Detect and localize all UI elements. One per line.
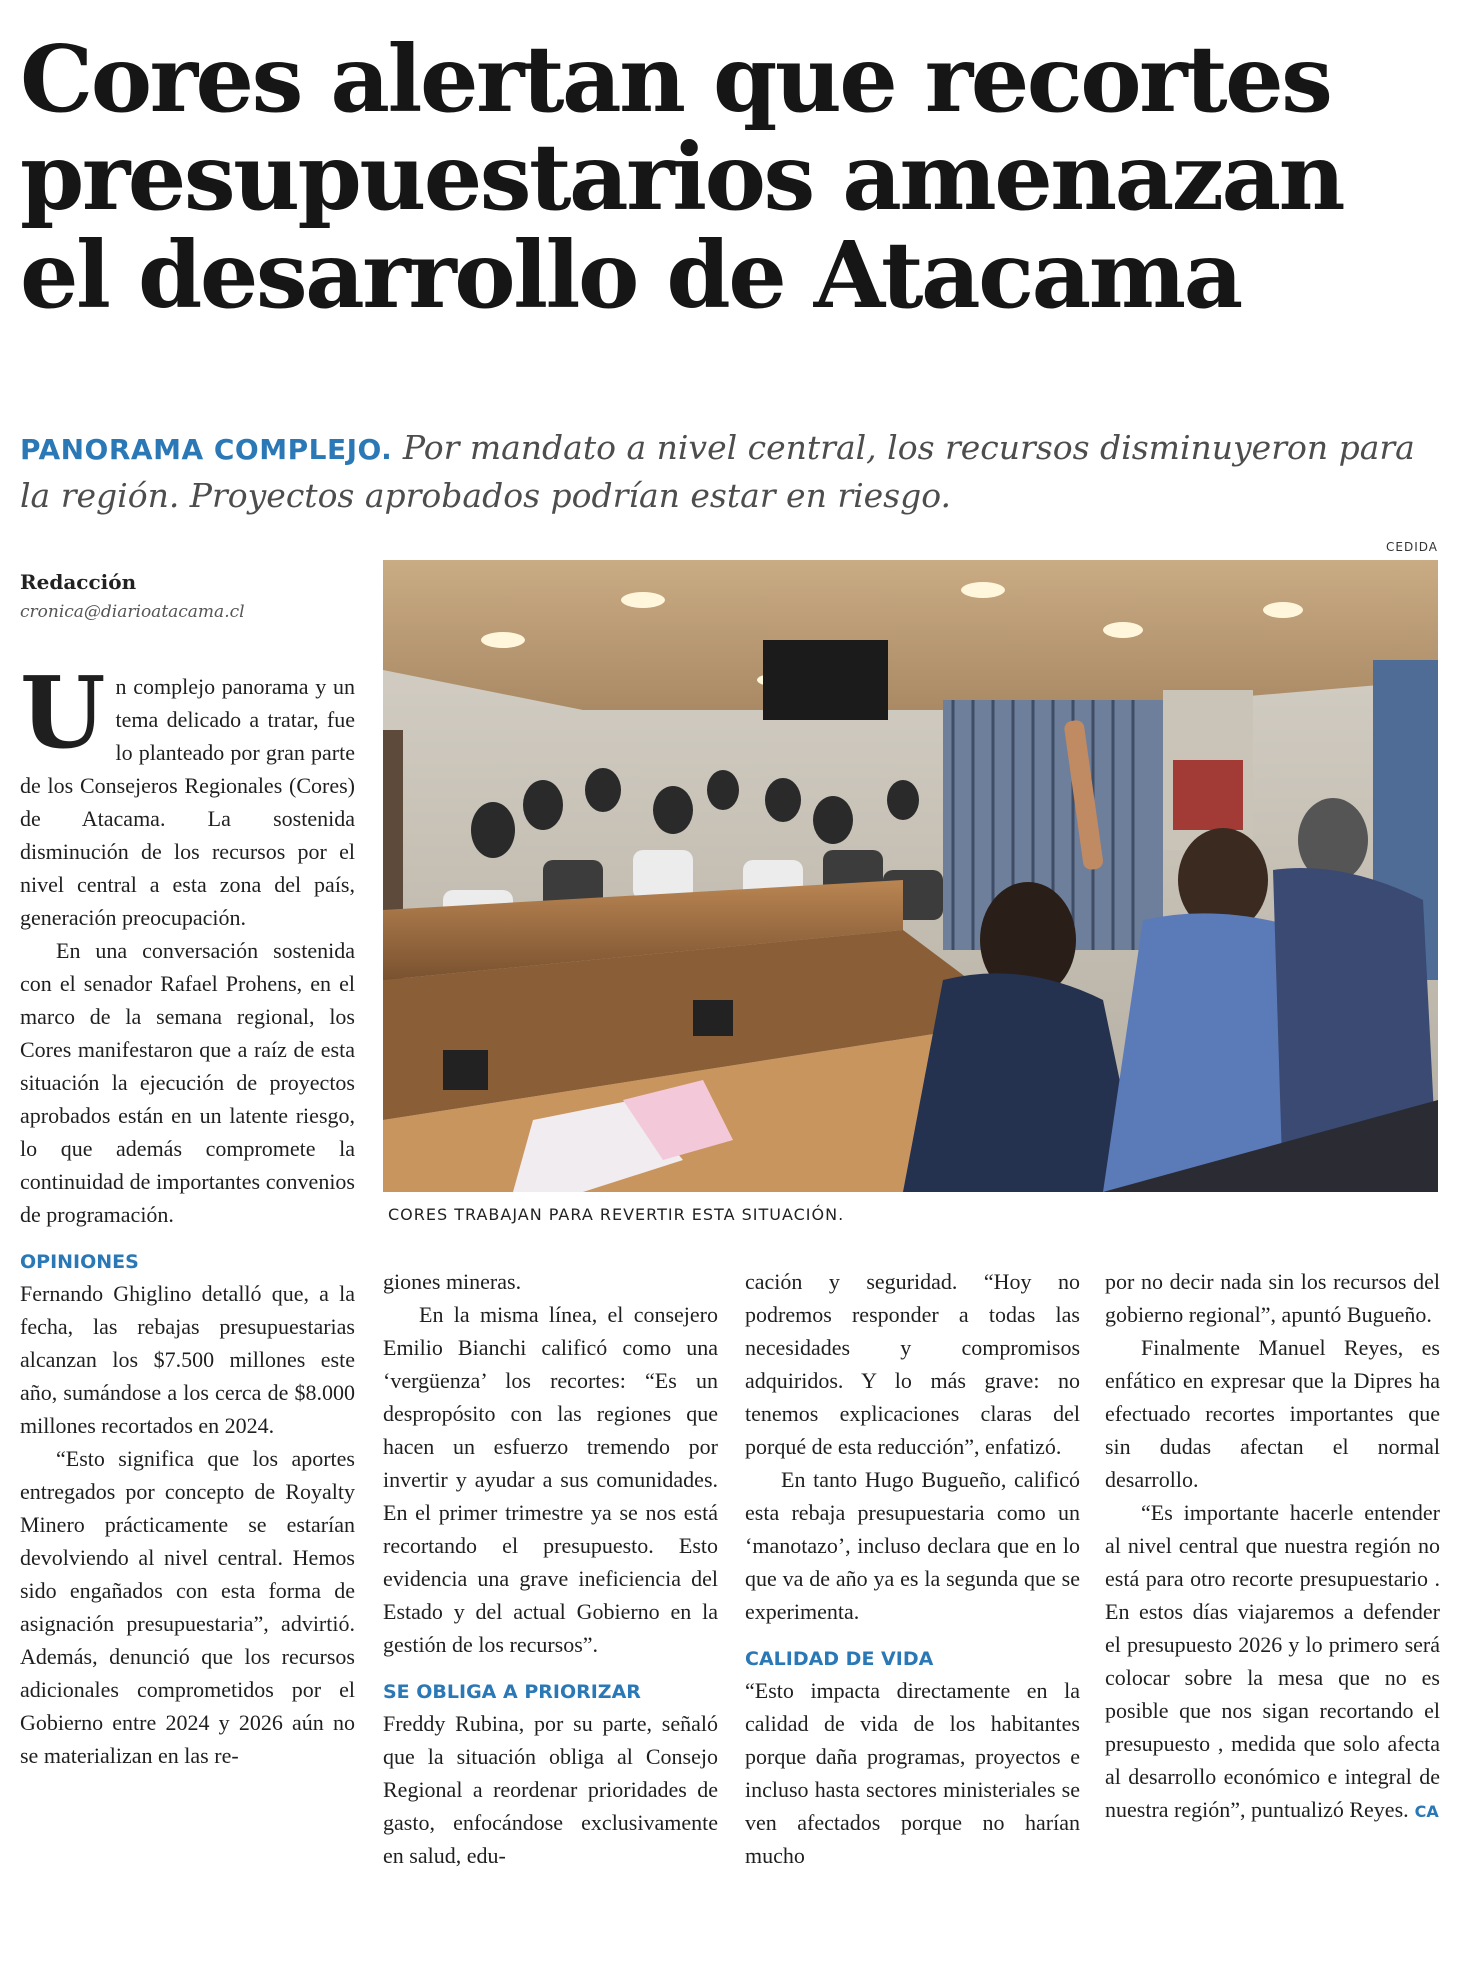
paragraph-9: En tanto Hugo Bugueño, calificó esta rebaja presupuestaria como un ‘manotazo’, incluso declara que en lo que va de año ya es la segunda que se experimenta. <box>745 1467 1080 1624</box>
paragraph-11: por no decir nada sin los recursos del gobierno regional”, apuntó Bugueño. <box>1105 1269 1440 1327</box>
paragraph-4: “Esto significa que los aportes entregados por concepto de Royalty Minero prácticamente se estarían devolviendo al nivel central. Hemos sido engañados con esta forma de asignación presupuestaria”, advirtió. Además, denunció que los recursos adicionales comprometidos por el Gobierno entre 2024 y 2026 aún no se materializan en las re- <box>20 1446 355 1768</box>
photo-credit: CEDIDA <box>1386 540 1438 554</box>
headline-line-2: presupuestarios amenazan <box>20 123 1344 231</box>
article-column-4 <box>1105 1265 1440 1828</box>
article-column-3 <box>745 1265 1080 1872</box>
paragraph-2: En una conversación sostenida con el senador Rafael Prohens, en el marco de la semana regional, los Cores manifestaron que a raíz de esta situación la ejecución de proyectos aprobados están en un latente riesgo, lo que además compromete la continuidad de importantes convenios de programación. <box>20 938 355 1227</box>
byline-author: Redacción <box>20 570 137 594</box>
paragraph-10: “Esto impacta directamente en la calidad de vida de los habitantes porque daña programas, proyectos e incluso hasta sectores ministeriales se ven afectados porque no harían mucho <box>745 1678 1080 1868</box>
subheading-calidad-de-vida: CALIDAD DE VIDA <box>745 1648 934 1670</box>
paragraph-13 <box>1105 1496 1440 1828</box>
dropcap: U <box>20 656 106 771</box>
council-session-photo <box>383 560 1438 1192</box>
paragraph-1-text: n complejo panorama y un tema delicado a tratar, fue lo planteado por gran parte de los Consejeros Regionales (Cores) de Atacama. La sostenida disminución de los recursos por el nivel central a esta zona del país, generación preocupación. <box>20 674 355 930</box>
byline <box>20 570 360 622</box>
end-of-article-mark: CA <box>1414 1802 1439 1821</box>
headline <box>20 25 1440 329</box>
paragraph-12: Finalmente Manuel Reyes, es enfático en expresar que la Dipres ha efectuado recortes importantes que sin dudas afectan el normal desarrollo. <box>1105 1335 1440 1492</box>
paragraph-8: cación y seguridad. “Hoy no podremos responder a todas las necesidades y compromisos adquiridos. Y lo más grave: no tenemos explicaciones claras del porqué de esta reducción”, enfatizó. <box>745 1269 1080 1459</box>
byline-email: cronica@diarioatacama.cl <box>20 602 245 622</box>
subheading-se-obliga-a-priorizar: SE OBLIGA A PRIORIZAR <box>383 1681 641 1703</box>
headline-line-1: Cores alertan que recortes <box>20 25 1331 133</box>
paragraph-7: Freddy Rubina, por su parte, señaló que la situación obliga al Consejo Regional a reordenar prioridades de gasto, enfocándose exclusivamente en salud, edu- <box>383 1711 718 1868</box>
subheading-opiniones: OPINIONES <box>20 1251 139 1273</box>
paragraph-3: Fernando Ghiglino detalló que, a la fecha, las rebajas presupuestarias alcanzan los $7.500 millones este año, sumándose a los cerca de $8.000 millones recortados en 2024. <box>20 1281 355 1438</box>
photo-caption: CORES TRABAJAN PARA REVERTIR ESTA SITUACIÓN. <box>388 1205 845 1224</box>
paragraph-1 <box>20 656 355 934</box>
lead-kicker: PANORAMA COMPLEJO. <box>20 433 393 466</box>
paragraph-6: En la misma línea, el consejero Emilio Bianchi calificó como una ‘vergüenza’ los recortes: “Es un despropósito con las regiones que hacen un esfuerzo tremendo por invertir y ayudar a sus comunidades. En el primer trimestre ya se nos está recortando el presupuesto. Esto evidencia una grave ineficiencia del Estado y del actual Gobierno en la gestión de los recursos”. <box>383 1302 718 1657</box>
headline-line-3: el desarrollo de Atacama <box>20 221 1241 329</box>
article-column-2 <box>383 1265 718 1872</box>
paragraph-13-text: “Es importante hacerle entender al nivel central que nuestra región no está para otro recorte presupuestario . En estos días viajaremos a defender el presupuesto 2026 y lo primero será colocar sobre la mesa que no es posible que nos sigan recortando el presupuesto , medida que solo afecta al desarrollo económico e integral de nuestra región”, puntualizó Reyes. <box>1105 1500 1440 1822</box>
photo-illustration <box>383 560 1438 1192</box>
paragraph-5: giones mineras. <box>383 1269 522 1294</box>
lead-text: Por mandato a nivel central, los recursos disminuyeron para la región. Proyectos aprobados podrían estar en riesgo. <box>20 428 1415 515</box>
lead-paragraph <box>20 425 1440 519</box>
article-column-1 <box>20 656 355 1772</box>
